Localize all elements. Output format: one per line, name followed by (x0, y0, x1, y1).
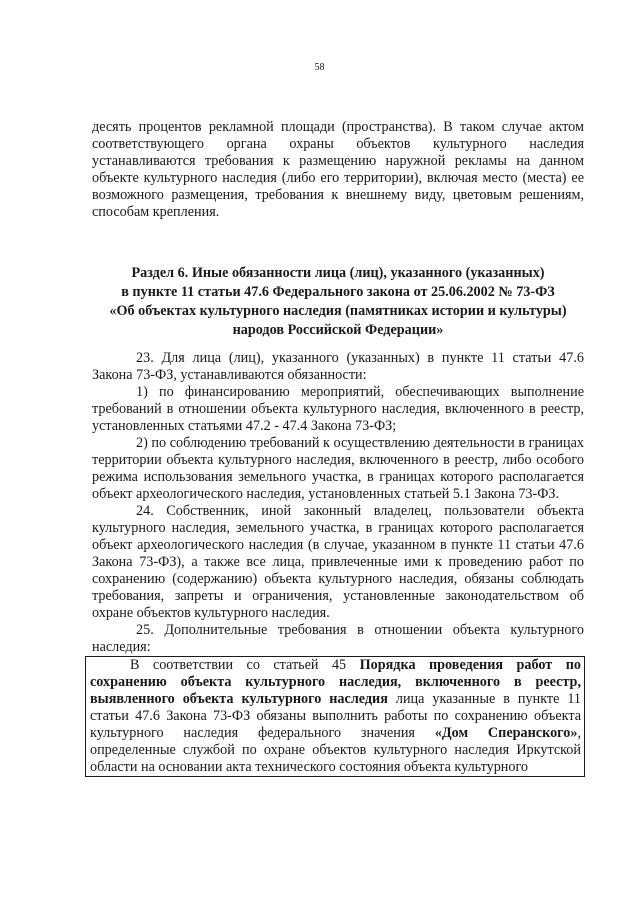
page-number: 58 (314, 62, 325, 73)
boxed-bold-procedure: Порядка проведения работ по сохранению объекта культурного наследия, включенного в реестр, выявленного объекта культурного наследия (90, 657, 581, 707)
boxed-bold-object-name: «Дом Сперанского» (434, 725, 578, 741)
boxed-text-part-2: лица указанные в пункте 11 статьи 47.6 Закона 73-ФЗ обязаны выполнить работы по сохранению объекта культурного наследия федерального значения (90, 691, 581, 741)
section-heading-line-2: в пункте 11 статьи 47.6 Федерального закона от 25.06.2002 № 73-ФЗ (121, 284, 555, 300)
paragraph-23-2: 2) по соблюдению требований к осуществлению деятельности в границах территории объекта культурного наследия, включенного в реестр, либо особого режима использования земельного участка, в границах которого располагается объект археологического наследия, установленных статьей 5.1 Закона 73-ФЗ. (92, 435, 584, 502)
boxed-text-part-1: В соответствии со статьей 45 (130, 657, 360, 673)
paragraph-23-1: 1) по финансированию мероприятий, обеспечивающих выполнение требований в отношении объекта культурного наследия, включенного в реестр, установленных статьями 47.2 - 47.4 Закона 73-ФЗ; (92, 384, 584, 434)
paragraph-24: 24. Собственник, иной законный владелец, пользователи объекта культурного наследия, земельного участка, в границах которого располагается объект археологического наследия (в случае, указанном в пункте 11 статьи 47.6 Закона 73-ФЗ), а также все лица, привлеченные ими к проведению работ по сохранению (содержанию) объекта культурного наследия, обязаны соблюдать требования, запреты и ограничения, установленные законодательством об охране объектов культурного наследия. (92, 503, 584, 621)
document-body (92, 119, 584, 777)
section-heading (92, 264, 584, 340)
section-heading-line-3: «Об объектах культурного наследия (памятниках истории и культуры) (109, 303, 567, 319)
section-heading-line-4: народов Российской Федерации» (232, 322, 444, 338)
boxed-text-part-3: , определенные службой по охране объектов культурного наследия Иркутской области на основании акта технического состояния объекта культурного (90, 725, 581, 775)
boxed-requirements (85, 656, 585, 777)
intro-paragraph: десять процентов рекламной площади (пространства). В таком случае актом соответствующего органа охраны объектов культурного наследия устанавливаются требования к размещению наружной рекламы на данном объекте культурного наследия (либо его территории), включая место (места) ее возможного размещения, требования к внешнему виду, цветовым решениям, способам крепления. (92, 119, 584, 220)
paragraph-25: 25. Дополнительные требования в отношении объекта культурного наследия: (92, 622, 584, 655)
paragraph-23: 23. Для лица (лиц), указанного (указанных) в пункте 11 статьи 47.6 Закона 73-ФЗ, устанавливаются обязанности: (92, 350, 584, 383)
section-heading-line-1: Раздел 6. Иные обязанности лица (лиц), указанного (указанных) (131, 265, 545, 281)
